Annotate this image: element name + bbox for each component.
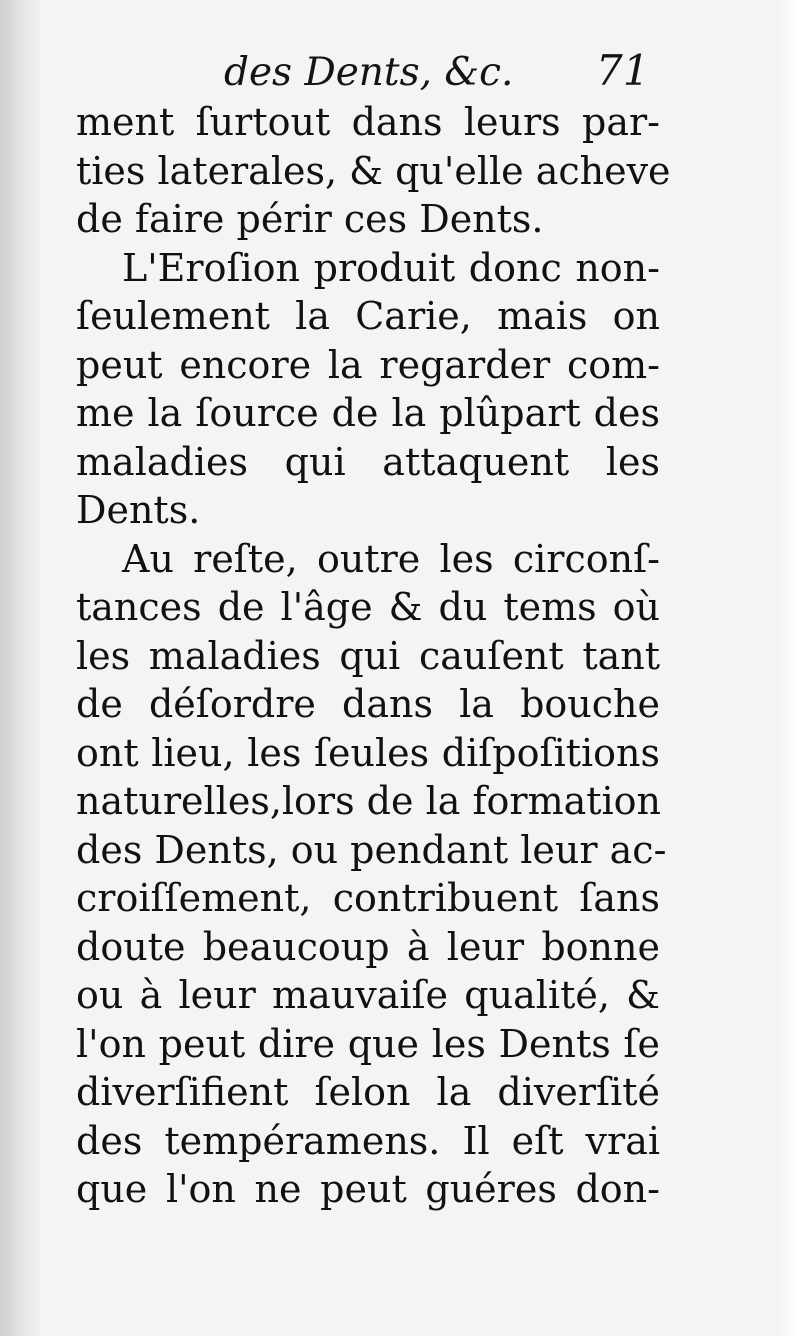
text-line: maladies qui attaquent les <box>76 439 660 484</box>
text-line: des tempéramens. Il eſt vrai <box>76 1118 660 1163</box>
text-line: ont lieu, les ſeules diſpoſitions <box>76 730 660 775</box>
running-head: des Dents, &c. <box>224 50 514 95</box>
text-line: me la ſource de la plûpart des <box>76 391 660 435</box>
text-line: les maladies qui cauſent tant <box>76 633 660 678</box>
page-number: 71 <box>596 46 650 95</box>
text-line: ment ſurtout dans leurs par- <box>76 100 660 144</box>
body-text <box>76 98 671 1214</box>
text-line: peut encore la regarder com- <box>76 342 660 387</box>
text-line: doute beaucoup à leur bonne <box>76 924 660 969</box>
page-header <box>0 42 800 102</box>
paragraph-start-line: L'Eroſion produit donc non- <box>122 245 660 290</box>
text-line: ou à leur mauvaiſe qualité, & <box>76 973 660 1017</box>
text-line: ſeulement la Carie, mais on <box>76 294 660 338</box>
binding-gutter <box>0 0 40 1336</box>
text-line: naturelles,lors de la formation <box>76 779 662 823</box>
text-line: de faire périr ces Dents. <box>76 197 544 241</box>
text-line: croiſſement, contribuent ſans <box>76 876 660 920</box>
text-line: que l'on ne peut guéres don- <box>76 1167 660 1211</box>
text-line: diverſifient ſelon la diverſité <box>76 1070 660 1114</box>
text-line: Dents. <box>76 488 201 532</box>
text-line: des Dents, ou pendant leur ac- <box>76 827 667 872</box>
text-line: ties laterales, & qu'elle acheve <box>76 148 671 193</box>
text-line: de déſordre dans la bouche <box>76 682 660 726</box>
paragraph-start-line: Au reſte, outre les circonſ- <box>122 536 660 581</box>
page-edge <box>782 0 800 1336</box>
text-line: tances de l'âge & du tems où <box>76 585 660 629</box>
text-line: l'on peut dire que les Dents ſe <box>76 1021 660 1066</box>
